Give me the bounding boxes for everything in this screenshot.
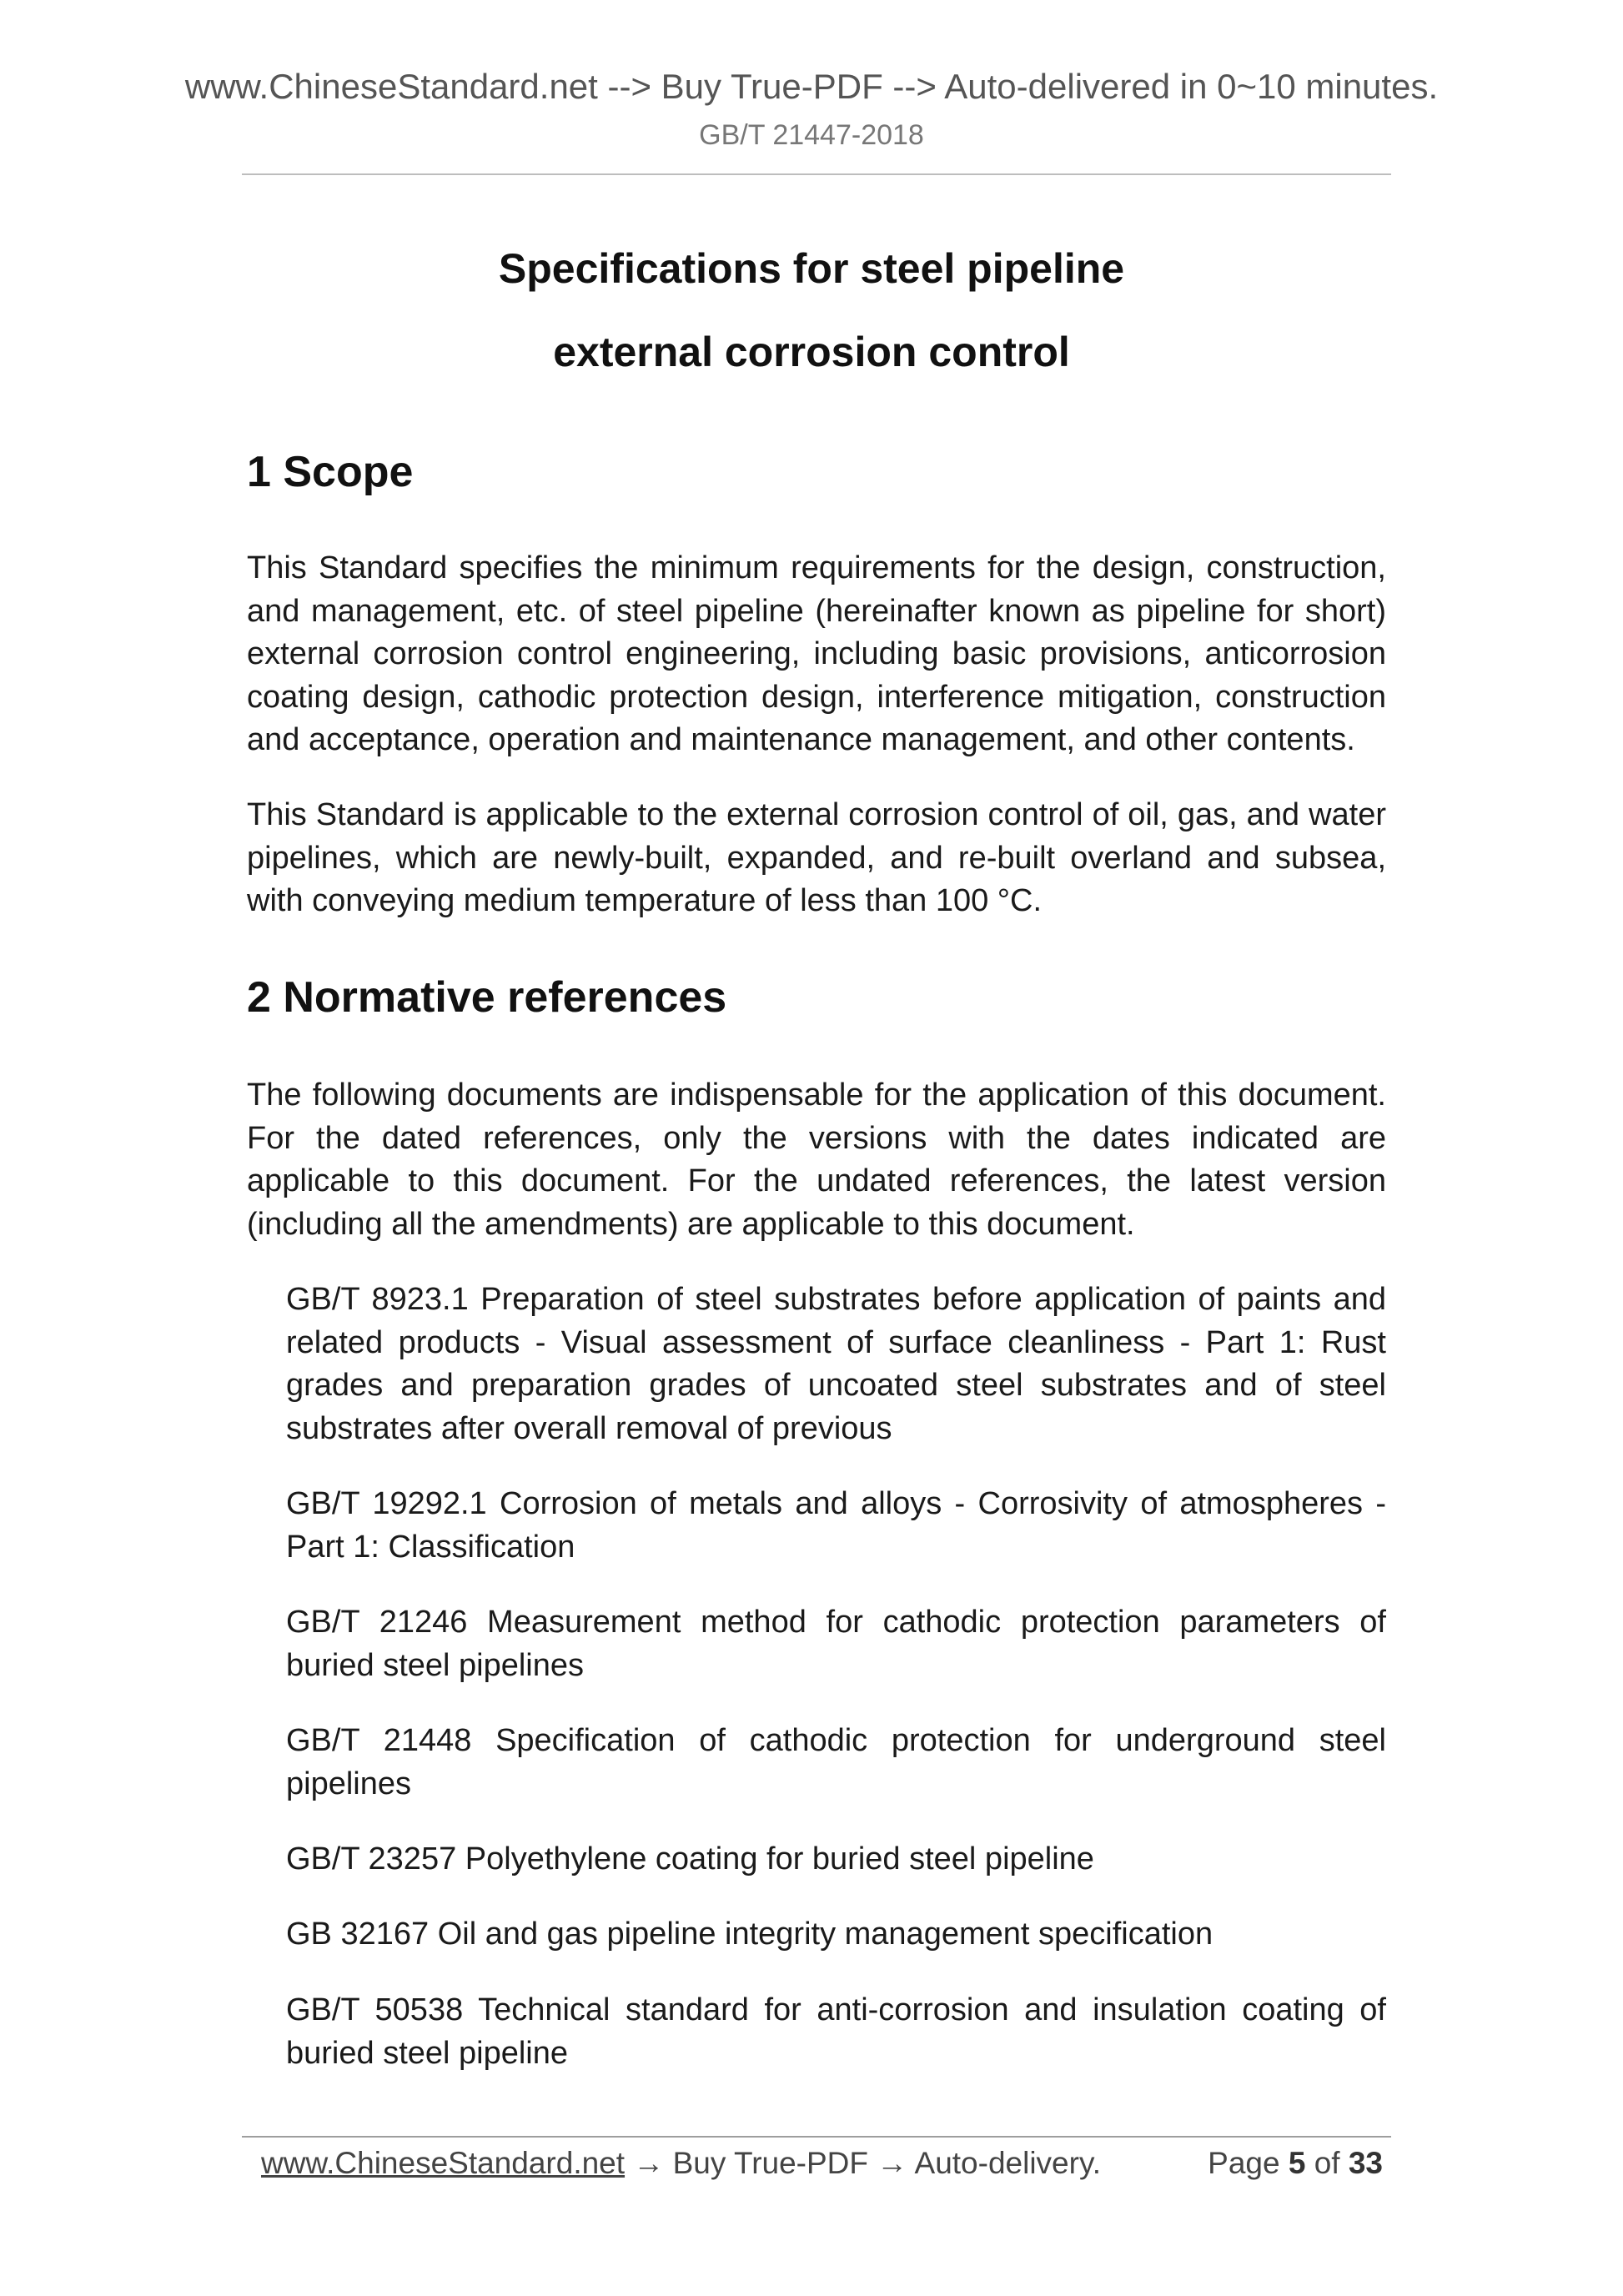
references-intro-paragraph: The following documents are indispensable for the application of this document. For the dated references, only the versions with the dates indicated are applicable to this document. For the undated references, the latest version (including all the amendments) are applicable to this document.: [247, 1078, 1386, 1242]
section-heading-normative-references: 2 Normative references: [247, 973, 727, 1022]
page-number: [1208, 2142, 1383, 2185]
reference-item: GB/T 8923.1 Preparation of steel substrates before application of paints and related products - Visual assessment of surface cleanliness - Part 1: Rust grades and preparation grades of uncoated steel substrates and of steel substrates after overall removal of previous: [286, 1282, 1386, 1446]
document-title-line-2: external corrosion control: [553, 329, 1070, 375]
footer-website-link[interactable]: www.ChineseStandard.net: [261, 2146, 626, 2180]
reference-item: GB/T 23257 Polyethylene coating for buried steel pipeline: [286, 1841, 1094, 1876]
document-title-line-1: Specifications for steel pipeline: [498, 245, 1125, 292]
reference-item: GB/T 21246 Measurement method for cathodic protection parameters of buried steel pipelines: [286, 1605, 1386, 1683]
reference-item: GB 32167 Oil and gas pipeline integrity management specification: [286, 1917, 1213, 1952]
page-current: 5: [1288, 2146, 1306, 2180]
footer-divider: [242, 2136, 1391, 2138]
footer-text: → Buy True-PDF → Auto-delivery.: [625, 2146, 1101, 2180]
page-label: Page: [1208, 2146, 1280, 2180]
scope-paragraph-1: This Standard specifies the minimum requirements for the design, construction, and management, etc. of steel pipeline (hereinafter known as pipeline for short) external corrosion control engineering, including basic provisions, anticorrosion coating design, cathodic protection design, interference mitigation, construction and acceptance, operation and maintenance management, and other contents.: [247, 550, 1386, 757]
section-heading-scope: 1 Scope: [247, 448, 414, 496]
reference-item: GB/T 19292.1 Corrosion of metals and alloys - Corrosivity of atmospheres - Part 1: Classification: [286, 1486, 1386, 1565]
standard-code: GB/T 21447-2018: [699, 119, 924, 151]
page-of-label: of: [1314, 2146, 1340, 2180]
reference-item: GB/T 21448 Specification of cathodic protection for underground steel pipelines: [286, 1723, 1386, 1801]
page-total: 33: [1348, 2146, 1383, 2180]
header-divider: [242, 173, 1391, 175]
reference-item: GB/T 50538 Technical standard for anti-corrosion and insulation coating of buried steel pipeline: [286, 1992, 1386, 2071]
page-footer: [261, 2142, 1383, 2185]
scope-paragraph-2: This Standard is applicable to the external corrosion control of oil, gas, and water pipelines, which are newly-built, expanded, and re-built overland and subsea, with conveying medium temperature of less than 100 °C.: [247, 797, 1386, 918]
header-banner: www.ChineseStandard.net --> Buy True-PDF --> Auto-delivered in 0~10 minutes.: [184, 67, 1439, 106]
